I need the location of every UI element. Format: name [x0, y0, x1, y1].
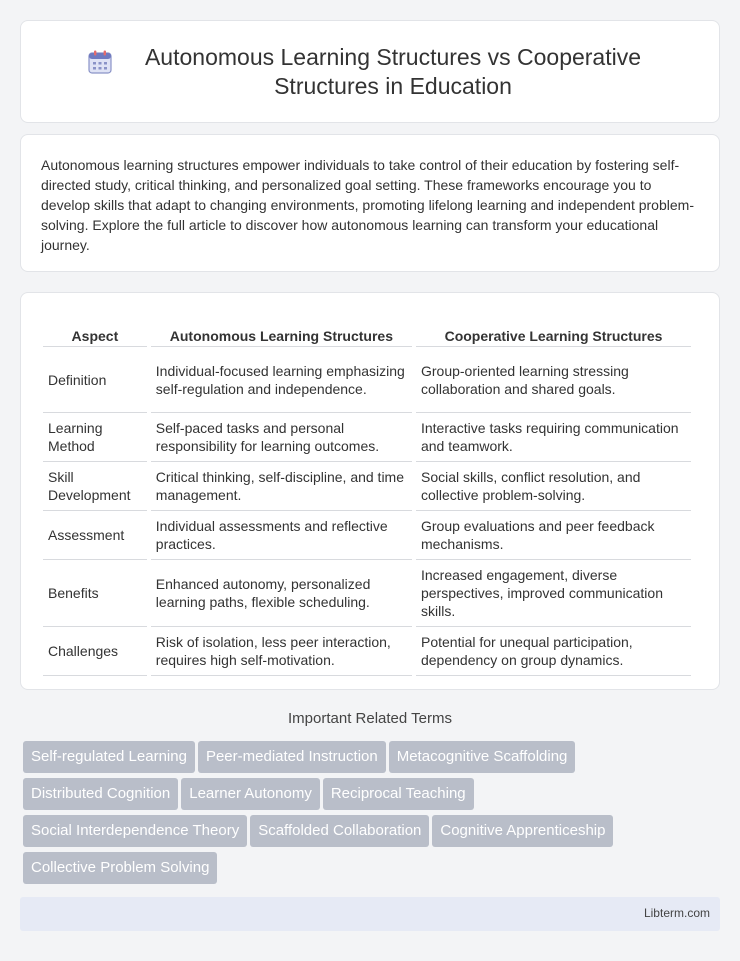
cell-aspect: Assessment — [43, 511, 147, 560]
table-row — [43, 511, 691, 560]
cell-autonomous: Self-paced tasks and personal responsibility for learning outcomes. — [151, 413, 412, 462]
comparison-table — [39, 313, 695, 676]
related-term-tag[interactable]: Reciprocal Teaching — [323, 778, 474, 810]
cell-autonomous: Risk of isolation, less peer interaction, requires high self-motivation. — [151, 627, 412, 676]
title-card — [20, 20, 720, 123]
related-term-tag[interactable]: Cognitive Apprenticeship — [432, 815, 613, 847]
related-term-tag[interactable]: Scaffolded Collaboration — [250, 815, 429, 847]
cell-aspect: Skill Development — [43, 462, 147, 511]
cell-cooperative: Group-oriented learning stressing collaboration and shared goals. — [416, 347, 691, 413]
table-row — [43, 462, 691, 511]
cell-autonomous: Individual assessments and reflective practices. — [151, 511, 412, 560]
cell-aspect: Definition — [43, 347, 147, 413]
header-cooperative: Cooperative Learning Structures — [416, 313, 691, 347]
related-terms-heading: Important Related Terms — [288, 710, 452, 727]
table-row — [43, 413, 691, 462]
related-term-tag[interactable]: Social Interdependence Theory — [23, 815, 247, 847]
table-row — [43, 347, 691, 413]
intro-card — [20, 134, 720, 272]
table-row — [43, 627, 691, 676]
comparison-card — [20, 292, 720, 690]
header-aspect: Aspect — [43, 313, 147, 347]
related-term-tag[interactable]: Learner Autonomy — [181, 778, 320, 810]
related-term-tag[interactable]: Metacognitive Scaffolding — [389, 741, 576, 773]
related-terms-list — [23, 741, 723, 889]
cell-cooperative: Social skills, conflict resolution, and collective problem-solving. — [416, 462, 691, 511]
cell-autonomous: Individual-focused learning emphasizing self-regulation and independence. — [151, 347, 412, 413]
cell-cooperative: Potential for unequal participation, dependency on group dynamics. — [416, 627, 691, 676]
related-term-tag[interactable]: Self-regulated Learning — [23, 741, 195, 773]
cell-autonomous: Critical thinking, self-discipline, and time management. — [151, 462, 412, 511]
related-term-tag[interactable]: Peer-mediated Instruction — [198, 741, 386, 773]
cell-aspect: Learning Method — [43, 413, 147, 462]
calendar-icon — [87, 49, 113, 75]
footer-bar — [20, 897, 720, 931]
cell-aspect: Benefits — [43, 560, 147, 627]
header-autonomous: Autonomous Learning Structures — [151, 313, 412, 347]
related-term-tag[interactable]: Distributed Cognition — [23, 778, 178, 810]
table-row — [43, 560, 691, 627]
intro-paragraph: Autonomous learning structures empower individuals to take control of their education by fostering self-directed study, critical thinking, and personalized goal setting. These frameworks encourage you to develop skills that adapt to changing environments, promoting lifelong learning and independent problem-solving. Explore the full article to discover how autonomous learning can transform your educational journey. — [41, 157, 694, 253]
table-header-row — [43, 313, 691, 347]
cell-cooperative: Interactive tasks requiring communication and teamwork. — [416, 413, 691, 462]
cell-cooperative: Increased engagement, diverse perspectives, improved communication skills. — [416, 560, 691, 627]
cell-cooperative: Group evaluations and peer feedback mechanisms. — [416, 511, 691, 560]
footer-site-link[interactable]: Libterm.com — [643, 906, 710, 920]
page-title: Autonomous Learning Structures vs Cooperative Structures in Education — [144, 43, 642, 99]
related-term-tag[interactable]: Collective Problem Solving — [23, 852, 217, 884]
cell-aspect: Challenges — [43, 627, 147, 676]
cell-autonomous: Enhanced autonomy, personalized learning paths, flexible scheduling. — [151, 560, 412, 627]
